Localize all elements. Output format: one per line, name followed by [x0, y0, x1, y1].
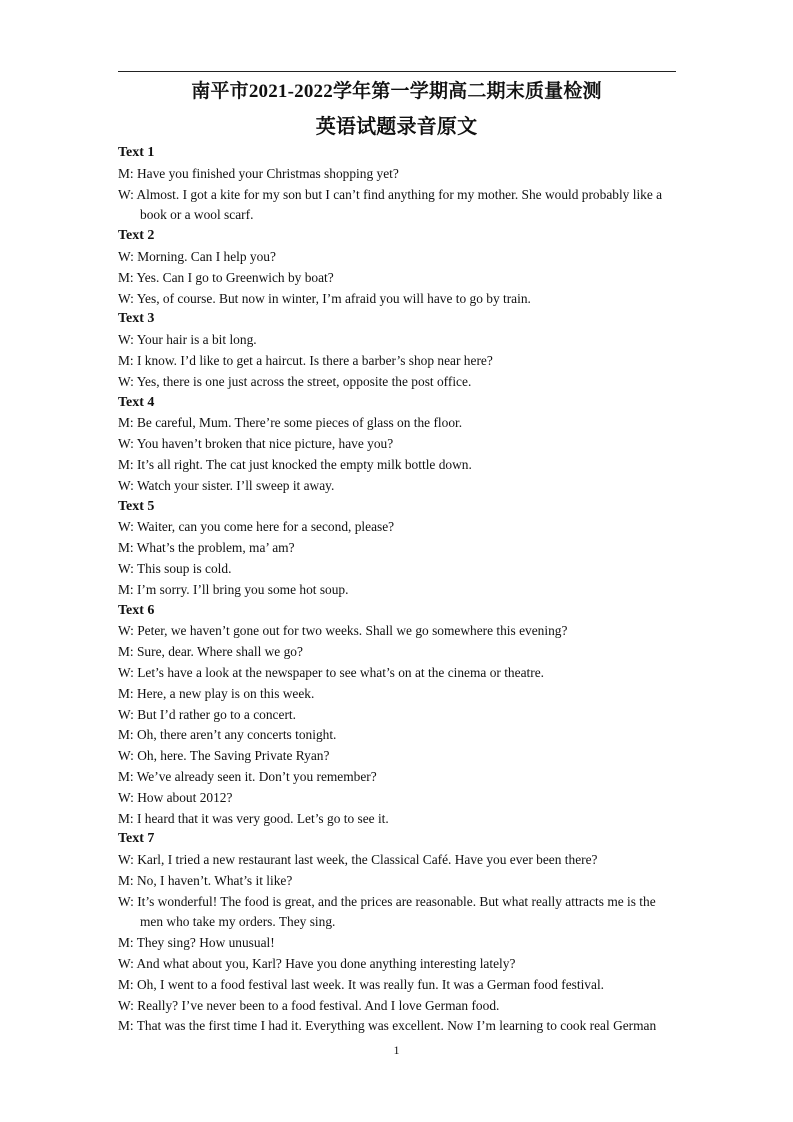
dialogue-line: M: Oh, I went to a food festival last week. It was really fun. It was a German food festival.	[118, 976, 605, 992]
document-title: 南平市2021-2022学年第一学期高二期末质量检测	[191, 81, 602, 102]
header-rule	[118, 71, 676, 72]
dialogue-line: W: How about 2012?	[118, 789, 233, 805]
dialogue-line: M: Have you finished your Christmas shopping yet?	[118, 165, 399, 181]
transcript-body	[118, 143, 678, 1037]
section-heading: Text 1	[118, 145, 155, 160]
dialogue-line: M: It’s all right. The cat just knocked the empty milk bottle down.	[118, 456, 472, 472]
dialogue-line: M: That was the first time I had it. Everything was excellent. Now I’m learning to cook real German	[118, 1018, 657, 1034]
section-heading: Text 6	[118, 602, 155, 618]
dialogue-line: W: Oh, here. The Saving Private Ryan?	[118, 748, 330, 764]
page-number: 1	[393, 1043, 400, 1057]
dialogue-line: W: It’s wonderful! The food is great, and the prices are reasonable. But what really attracts me is the men who take my orders. They sing.	[118, 893, 656, 930]
dialogue-line: M: We’ve already seen it. Don’t you remember?	[118, 768, 377, 784]
dialogue-line: W: Waiter, can you come here for a second, please?	[118, 519, 395, 535]
dialogue-line: M: Oh, there aren’t any concerts tonight.	[118, 727, 337, 743]
dialogue-line: M: No, I haven’t. What’s it like?	[118, 872, 293, 888]
document-subtitle: 英语试题录音原文	[315, 116, 478, 138]
dialogue-line: W: Really? I’ve never been to a food festival. And I love German food.	[118, 997, 500, 1013]
dialogue-line: M: Be careful, Mum. There’re some pieces of glass on the floor.	[118, 415, 463, 431]
dialogue-line: W: Yes, there is one just across the street, opposite the post office.	[118, 373, 472, 389]
dialogue-line: W: Yes, of course. But now in winter, I’m afraid you will have to go by train.	[118, 290, 531, 306]
dialogue-line: M: I’m sorry. I’ll bring you some hot soup.	[118, 581, 349, 597]
section-heading: Text 7	[118, 831, 155, 847]
dialogue-line: W: Watch your sister. I’ll sweep it away.	[118, 477, 335, 493]
section-heading: Text 4	[118, 394, 155, 410]
dialogue-line: M: Yes. Can I go to Greenwich by boat?	[118, 269, 334, 285]
dialogue-line: W: And what about you, Karl? Have you done anything interesting lately?	[118, 956, 516, 972]
dialogue-line: M: Here, a new play is on this week.	[118, 685, 315, 701]
section-heading: Text 5	[118, 498, 155, 514]
dialogue-line: M: I heard that it was very good. Let’s go to see it.	[118, 810, 389, 826]
dialogue-line: W: Your hair is a bit long.	[118, 332, 257, 348]
dialogue-line: M: What’s the problem, ma’ am?	[118, 540, 295, 556]
dialogue-line: W: But I’d rather go to a concert.	[118, 706, 296, 722]
dialogue-line: W: Peter, we haven’t gone out for two weeks. Shall we go somewhere this evening?	[118, 623, 568, 639]
dialogue-line: M: Sure, dear. Where shall we go?	[118, 644, 303, 660]
dialogue-line: M: I know. I’d like to get a haircut. Is there a barber’s shop near here?	[118, 352, 493, 368]
dialogue-line: W: This soup is cold.	[118, 560, 232, 576]
dialogue-line: W: Let’s have a look at the newspaper to see what’s on at the cinema or theatre.	[118, 664, 544, 680]
dialogue-line: W: Karl, I tried a new restaurant last week, the Classical Café. Have you ever been there?	[118, 852, 598, 868]
section-heading: Text 3	[118, 311, 155, 327]
dialogue-line: W: You haven’t broken that nice picture, have you?	[118, 436, 394, 452]
dialogue-line: W: Almost. I got a kite for my son but I can’t find anything for my mother. She would probably like a book or a wool scarf.	[118, 186, 663, 223]
dialogue-line: W: Morning. Can I help you?	[118, 248, 276, 264]
dialogue-line: M: They sing? How unusual!	[118, 935, 275, 951]
section-heading: Text 2	[118, 228, 155, 244]
